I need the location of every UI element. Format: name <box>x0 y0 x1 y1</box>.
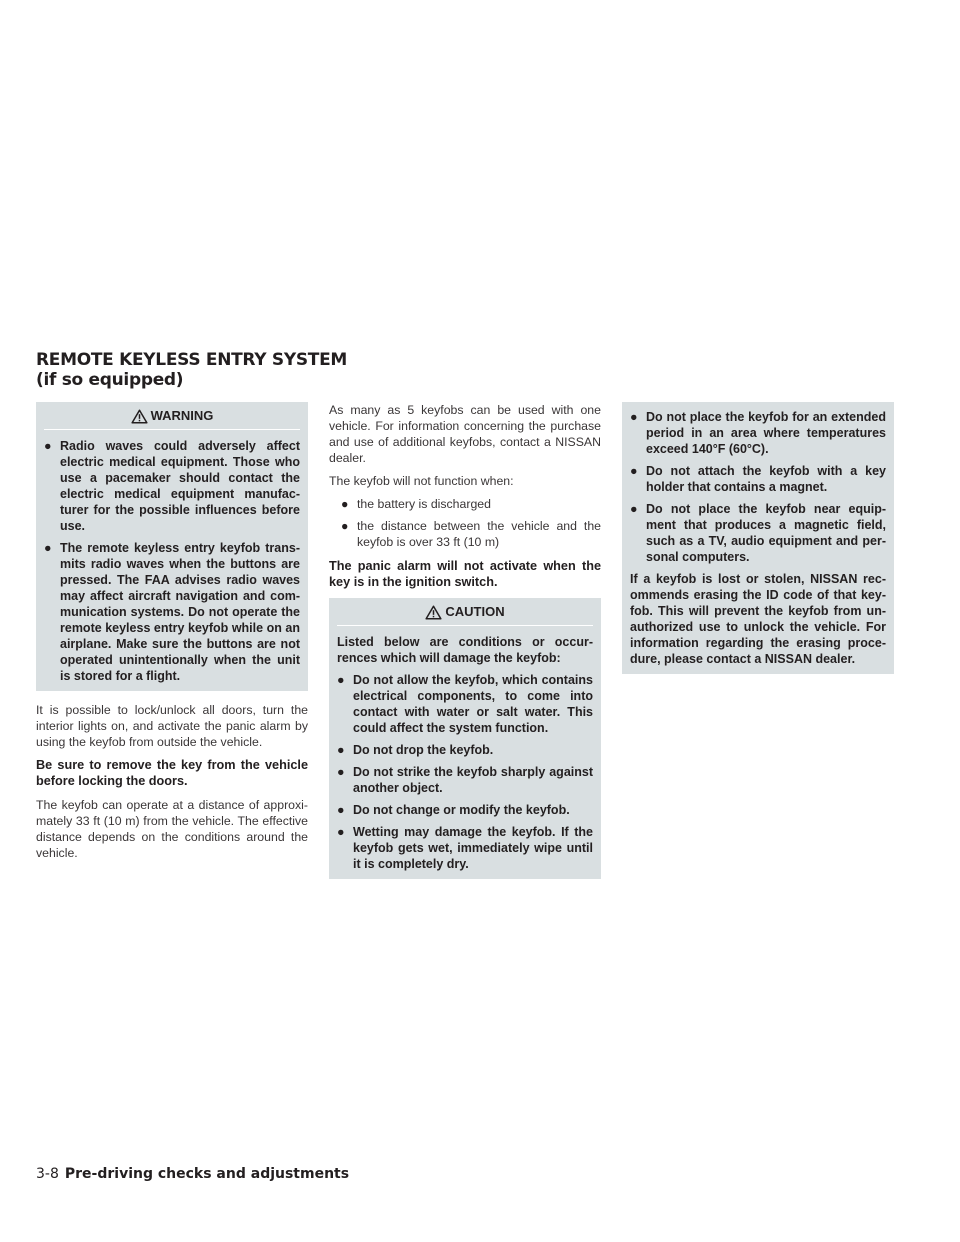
bullet-icon: ● <box>337 803 345 817</box>
column-2 <box>329 402 601 890</box>
bold-note: The panic alarm will not activate when the key is in the ignition switch. <box>329 559 601 589</box>
list-item: ● Do not drop the keyfob. <box>337 743 494 757</box>
section-title-line2: (if so equipped) <box>36 370 184 390</box>
warning-heading-text: WARNING <box>150 408 214 423</box>
bullet-icon: ● <box>44 541 52 555</box>
paragraph: It is possible to lock/unlock all doors, turn the interior lights on, and activate the panic alarm by using the keyfob from outside the vehicle. <box>36 703 308 749</box>
bullet-icon: ● <box>341 519 349 533</box>
caution-box-continued <box>622 402 894 674</box>
bullet-icon: ● <box>337 743 345 757</box>
list-item: ● Do not change or modify the keyfob. <box>337 803 570 817</box>
bullet-icon: ● <box>630 464 638 478</box>
bullet-icon: ● <box>337 765 345 779</box>
list-item: ● Do not strike the keyfob sharply against another object. <box>337 765 593 795</box>
warning-box <box>36 402 308 691</box>
caution-list <box>337 672 593 872</box>
caution-heading-text: CAUTION <box>445 604 505 619</box>
list-item: ● Do not attach the keyfob with a key holder that contains a magnet. <box>630 464 886 494</box>
list-item: ● Radio waves could adversely affect electric medical equipment. Those who use a pacemaker should contact the electric medical equipment manufac- turer for the possible influences before use. <box>44 439 300 533</box>
section-title <box>36 350 636 390</box>
bold-note: Be sure to remove the key from the vehicle before locking the doors. <box>36 758 308 788</box>
caution-triangle-icon <box>425 605 442 620</box>
bullet-icon: ● <box>44 439 52 453</box>
caution-box <box>329 598 601 879</box>
warning-heading <box>44 407 300 430</box>
caution-list-continued <box>630 409 886 565</box>
page-footer <box>36 1165 349 1183</box>
bullet-icon: ● <box>630 410 638 424</box>
bullet-icon: ● <box>341 497 349 511</box>
list-item: ● the battery is discharged <box>341 497 491 511</box>
condition-list <box>329 496 601 550</box>
column-3 <box>622 402 894 685</box>
list-item: ● Do not place the keyfob for an extended period in an area where temperatures exceed 140°F (60°C). <box>630 410 886 456</box>
list-item: ● the distance between the vehicle and the keyfob is over 33 ft (10 m) <box>341 519 601 549</box>
list-item: ● Do not place the keyfob near equip- ment that produces a magnetic field, such as a TV, audio equipment and per- sonal computers. <box>630 502 886 564</box>
list-item: ● The remote keyless entry keyfob trans- mits radio waves when the buttons are pressed. The FAA advises radio waves may affect aircraft navigation and com- munication systems. Do not operate the remote keyless entry keyfob while on an airplane. Make sure the buttons are not operated unintentionally when the unit is stored for a flight. <box>44 541 300 683</box>
column-1 <box>36 402 308 868</box>
paragraph: As many as 5 keyfobs can be used with one vehicle. For information concerning the purchase and use of additional keyfobs, contact a NISSAN dealer. <box>329 403 601 465</box>
bullet-icon: ● <box>337 825 345 839</box>
caution-intro: Listed below are conditions or occur- rences which will damage the keyfob: <box>337 635 593 665</box>
caution-heading <box>337 603 593 626</box>
paragraph: The keyfob can operate at a distance of approxi- mately 33 ft (10 m) from the vehicle. The effective distance depends on the conditions around the vehicle. <box>36 798 308 860</box>
warning-triangle-icon <box>131 409 148 424</box>
paragraph: The keyfob will not function when: <box>329 474 514 488</box>
list-item: ● Do not allow the keyfob, which contains electrical components, to come into contact with water or salt water. This could affect the system function. <box>337 673 593 735</box>
chapter-title: Pre-driving checks and adjustments <box>64 1166 350 1182</box>
warning-list <box>44 438 300 684</box>
section-title-line1: REMOTE KEYLESS ENTRY SYSTEM <box>36 350 348 370</box>
bullet-icon: ● <box>630 502 638 516</box>
caution-continued-text: If a keyfob is lost or stolen, NISSAN rec- ommends erasing the ID code of that key- fob. This will prevent the keyfob from un- authorized use to unlock the vehicle. For information regarding the erasing proce- dure, please contact a NISSAN dealer. <box>630 572 886 666</box>
page-number: 3-8 <box>36 1166 59 1182</box>
list-item: ● Wetting may damage the keyfob. If the keyfob gets wet, immediately wipe until it is completely dry. <box>337 825 593 871</box>
bullet-icon: ● <box>337 673 345 687</box>
